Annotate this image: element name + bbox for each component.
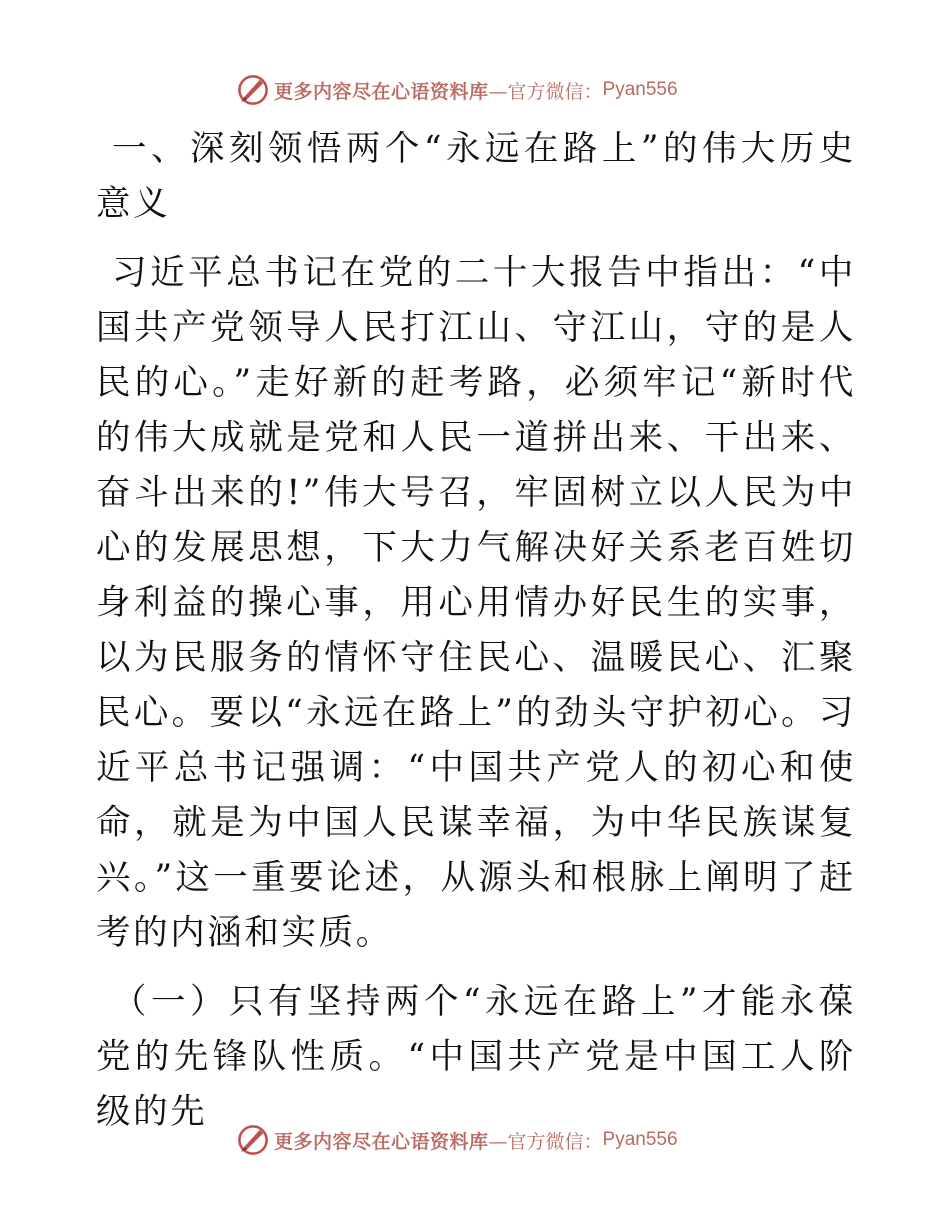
- banner-site-text: 更多内容尽在心语资料库: [274, 1130, 489, 1153]
- document-body: [96, 122, 856, 1154]
- quill-pen-logo-icon: [236, 1123, 270, 1157]
- banner-wechat-handle: Pyan556: [602, 1129, 678, 1150]
- section-heading: 一、深刻领悟两个“永远在路上”的伟大历史意义: [96, 129, 856, 224]
- footer-watermark-banner: [236, 1122, 678, 1158]
- paragraph-1: 习近平总书记在党的二十大报告中指出：“中国共产党领导人民打江山、守江山，守的是人民的心。”走好新的赶考路，必须牢记“新时代的伟大成就是党和人民一道拼出来、干出来、奋斗出来的!”伟大号召，牢固树立以人民为中心的发展思想，下大力气解决好关系老百姓切身利益的操心事，用心用情办好民生的实事，以为民服务的情怀守住民心、温暖民心、汇聚民心。要以“永远在路上”的劲头守护初心。习近平总书记强调：“中国共产党人的初心和使命，就是为中国人民谋幸福，为中华民族谋复兴。”这一重要论述，从源头和根脉上阐明了赶考的内涵和实质。: [96, 253, 856, 953]
- banner-wechat-handle: Pyan556: [602, 79, 678, 100]
- paragraph-2: （一）只有坚持两个“永远在路上”才能永葆党的先锋队性质。“中国共产党是中国工人阶级的先: [96, 982, 856, 1132]
- banner-site-text: 更多内容尽在心语资料库: [274, 80, 489, 103]
- header-watermark-banner: [236, 72, 678, 108]
- quill-pen-logo-icon: [236, 73, 270, 107]
- banner-official-text: —官方微信：: [488, 80, 603, 103]
- banner-official-text: —官方微信：: [488, 1130, 603, 1153]
